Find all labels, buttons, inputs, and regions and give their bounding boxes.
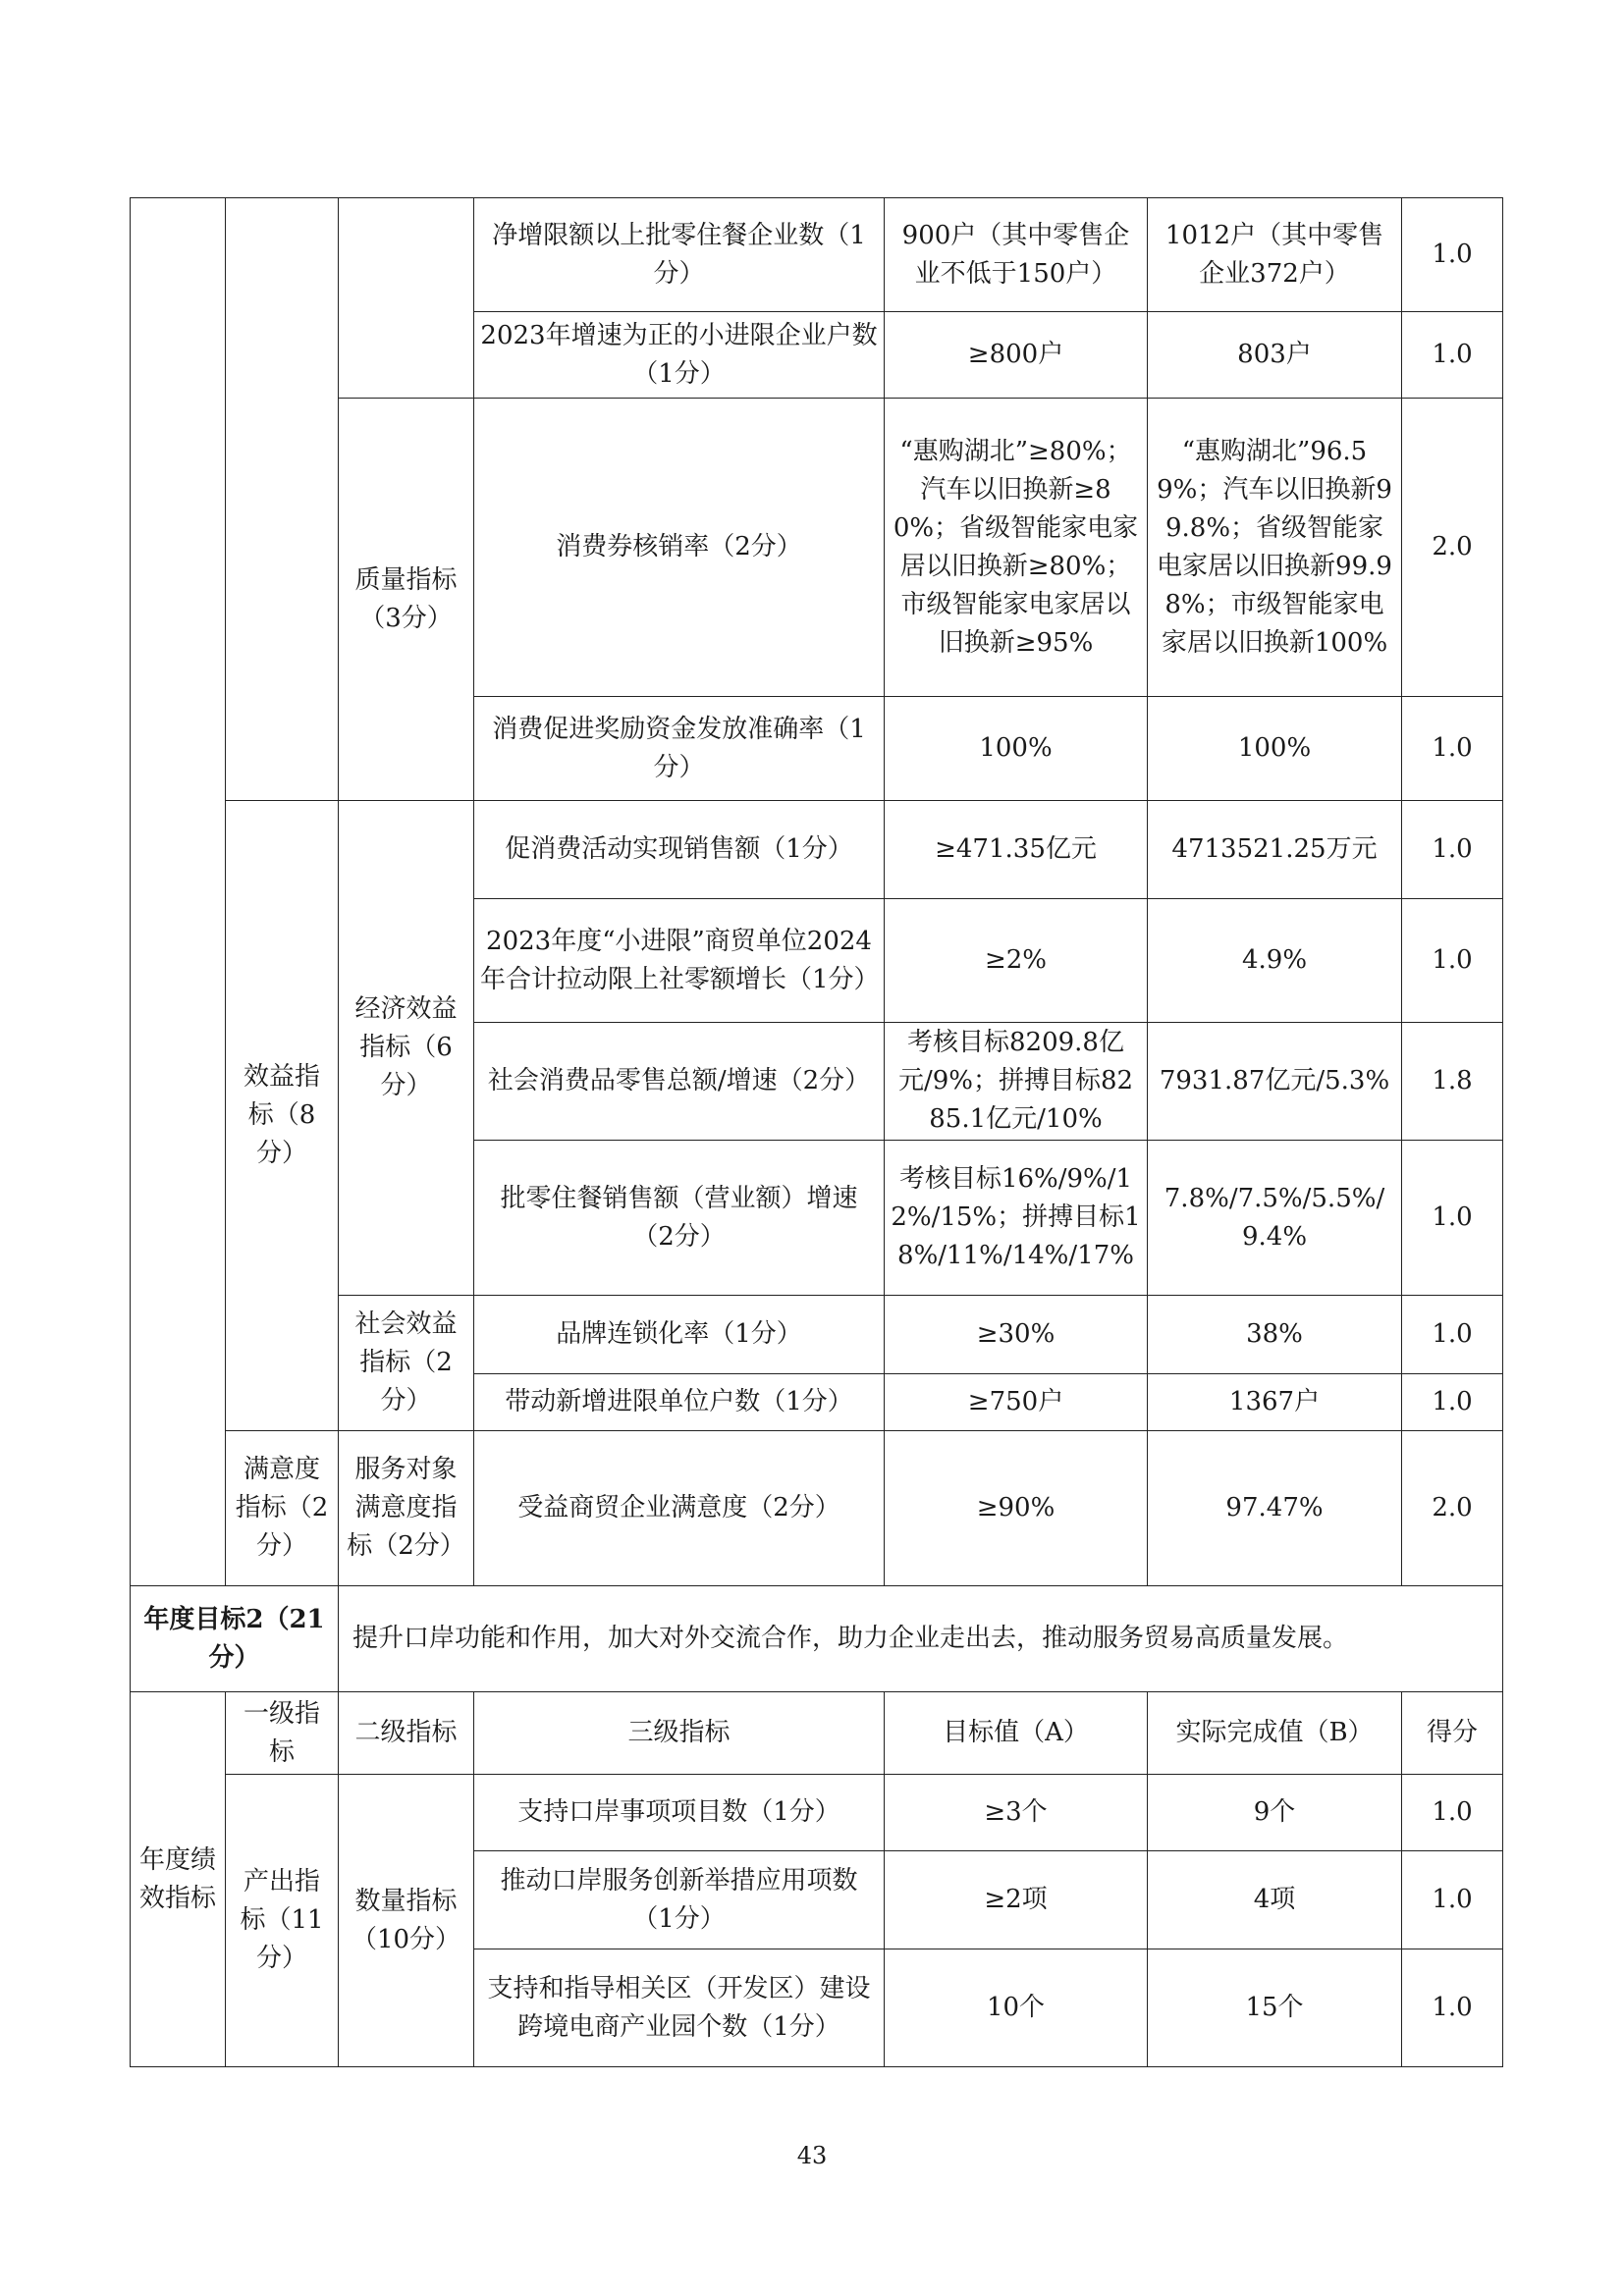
second-level-indicator: 社会效益指标（2分） — [339, 1296, 474, 1431]
score: 2.0 — [1402, 1431, 1503, 1586]
second-level-indicator: 数量指标（10分） — [339, 1775, 474, 2067]
first-level-indicator: 效益指标（8分） — [226, 801, 339, 1431]
third-level-indicator: 支持和指导相关区（开发区）建设跨境电商产业园个数（1分） — [474, 1949, 885, 2067]
score: 1.0 — [1402, 1851, 1503, 1949]
actual-value: 38% — [1148, 1296, 1402, 1374]
score: 2.0 — [1402, 399, 1503, 697]
score: 1.0 — [1402, 1374, 1503, 1431]
score: 1.8 — [1402, 1023, 1503, 1141]
target-value: ≥30% — [885, 1296, 1148, 1374]
target-value: 考核目标16%/9%/12%/15%；拼搏目标18%/11%/14%/17% — [885, 1141, 1148, 1296]
actual-value: 803户 — [1148, 312, 1402, 399]
score: 1.0 — [1402, 1296, 1503, 1374]
third-level-indicator: 2023年增速为正的小进限企业户数（1分） — [474, 312, 885, 399]
actual-value: 100% — [1148, 697, 1402, 801]
second-level-indicator: 经济效益指标（6分） — [339, 801, 474, 1296]
actual-value: 4.9% — [1148, 899, 1402, 1023]
score: 1.0 — [1402, 1949, 1503, 2067]
third-level-indicator: 批零住餐销售额（营业额）增速（2分） — [474, 1141, 885, 1296]
target-value: 100% — [885, 697, 1148, 801]
target-value: ≥471.35亿元 — [885, 801, 1148, 899]
annual-goal-label: 年度目标2（21分） — [131, 1586, 339, 1692]
third-level-indicator: 支持口岸事项项目数（1分） — [474, 1775, 885, 1851]
column-header: 得分 — [1402, 1692, 1503, 1775]
target-value: 考核目标8209.8亿元/9%；拼搏目标8285.1亿元/10% — [885, 1023, 1148, 1141]
page-number: 43 — [796, 2142, 828, 2169]
performance-table — [130, 197, 1503, 2067]
column-header: 二级指标 — [339, 1692, 474, 1775]
table-row — [131, 801, 1503, 899]
table-cell — [339, 198, 474, 399]
third-level-indicator: 消费促进奖励资金发放准确率（1分） — [474, 697, 885, 801]
table-row — [131, 198, 1503, 312]
score: 1.0 — [1402, 198, 1503, 312]
target-value: ≥3个 — [885, 1775, 1148, 1851]
score: 1.0 — [1402, 1141, 1503, 1296]
second-level-indicator: 服务对象满意度指标（2分） — [339, 1431, 474, 1586]
table-row — [131, 1586, 1503, 1692]
target-value: ≥800户 — [885, 312, 1148, 399]
score: 1.0 — [1402, 312, 1503, 399]
third-level-indicator: 推动口岸服务创新举措应用项数（1分） — [474, 1851, 885, 1949]
target-value: 10个 — [885, 1949, 1148, 2067]
column-header: 目标值（A） — [885, 1692, 1148, 1775]
target-value: “惠购湖北”≥80%；汽车以旧换新≥80%；省级智能家电家居以旧换新≥80%；市级智能家电家居以旧换新≥95% — [885, 399, 1148, 697]
target-value: ≥90% — [885, 1431, 1148, 1586]
third-level-indicator: 带动新增进限单位户数（1分） — [474, 1374, 885, 1431]
column-header: 一级指标 — [226, 1692, 339, 1775]
table-cell — [131, 198, 226, 1586]
actual-value: 1012户（其中零售企业372户） — [1148, 198, 1402, 312]
target-value: ≥2项 — [885, 1851, 1148, 1949]
table-row — [131, 1775, 1503, 1851]
score: 1.0 — [1402, 1775, 1503, 1851]
actual-value: 97.47% — [1148, 1431, 1402, 1586]
first-level-indicator: 产出指标（11分） — [226, 1775, 339, 2067]
table-row — [131, 1431, 1503, 1586]
third-level-indicator: 2023年度“小进限”商贸单位2024年合计拉动限上社零额增长（1分） — [474, 899, 885, 1023]
third-level-indicator: 品牌连锁化率（1分） — [474, 1296, 885, 1374]
score: 1.0 — [1402, 801, 1503, 899]
actual-value: 4项 — [1148, 1851, 1402, 1949]
target-value: ≥750户 — [885, 1374, 1148, 1431]
second-level-indicator: 质量指标（3分） — [339, 399, 474, 801]
actual-value: 7.8%/7.5%/5.5%/9.4% — [1148, 1141, 1402, 1296]
actual-value: 4713521.25万元 — [1148, 801, 1402, 899]
third-level-indicator: 消费券核销率（2分） — [474, 399, 885, 697]
first-level-indicator: 满意度指标（2分） — [226, 1431, 339, 1586]
column-header: 实际完成值（B） — [1148, 1692, 1402, 1775]
third-level-indicator: 社会消费品零售总额/增速（2分） — [474, 1023, 885, 1141]
actual-value: “惠购湖北”96.59%；汽车以旧换新99.8%；省级智能家电家居以旧换新99.98%；市级智能家电家居以旧换新100% — [1148, 399, 1402, 697]
target-value: 900户（其中零售企业不低于150户） — [885, 198, 1148, 312]
annual-goal-text: 提升口岸功能和作用，加大对外交流合作，助力企业走出去，推动服务贸易高质量发展。 — [339, 1586, 1503, 1692]
actual-value: 7931.87亿元/5.3% — [1148, 1023, 1402, 1141]
score: 1.0 — [1402, 899, 1503, 1023]
actual-value: 15个 — [1148, 1949, 1402, 2067]
column-header: 三级指标 — [474, 1692, 885, 1775]
third-level-indicator: 受益商贸企业满意度（2分） — [474, 1431, 885, 1586]
third-level-indicator: 净增限额以上批零住餐企业数（1分） — [474, 198, 885, 312]
annual-performance-indicator-label: 年度绩效指标 — [131, 1692, 226, 2067]
table-header-row — [131, 1692, 1503, 1775]
score: 1.0 — [1402, 697, 1503, 801]
actual-value: 9个 — [1148, 1775, 1402, 1851]
third-level-indicator: 促消费活动实现销售额（1分） — [474, 801, 885, 899]
target-value: ≥2% — [885, 899, 1148, 1023]
actual-value: 1367户 — [1148, 1374, 1402, 1431]
table-cell — [226, 198, 339, 801]
